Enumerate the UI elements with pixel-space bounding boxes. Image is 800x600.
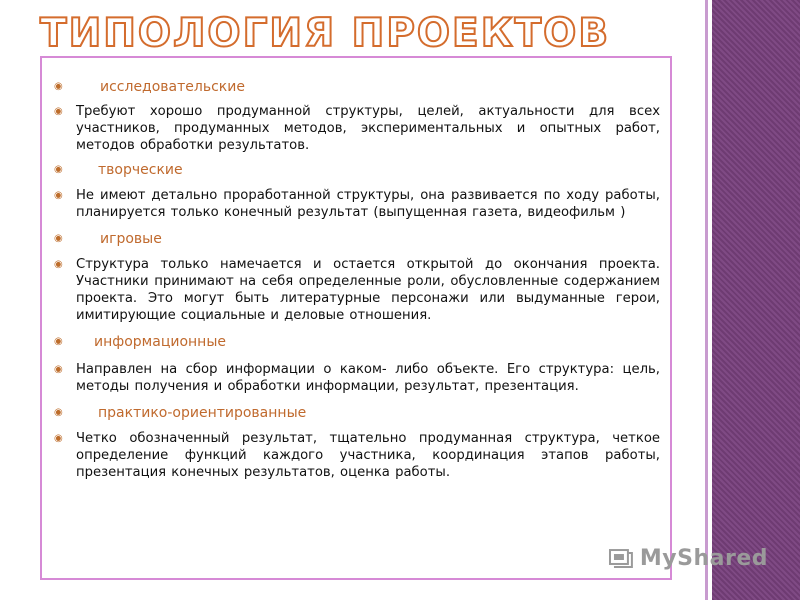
item-heading: практико-ориентированные [98,405,307,421]
side-accent-line [705,0,708,600]
list-item-heading [42,161,670,179]
watermark-text: MyShared [639,545,768,571]
myshared-logo-icon [608,545,634,571]
list-item-paragraph [42,103,670,154]
item-heading: информационные [94,334,226,350]
item-paragraph: Структура только намечается и остается открытой до окончания проекта. Участники принимают на себя определенные роли, обусловленные содержанием проекта. Это могут быть литературные персонажи или выдуманные герои, имитирующие социальные и деловые отношения. [76,257,660,323]
list-item-paragraph [42,187,670,221]
list-item-heading [42,404,670,422]
bullet-icon: ◉ [54,164,63,175]
bullet-icon: ◉ [54,233,63,244]
bullet-icon: ◉ [54,407,63,418]
bullet-icon: ◉ [54,190,63,201]
watermark-logo [608,538,768,578]
bullet-icon: ◉ [54,364,63,375]
bullet-icon: ◉ [54,106,63,117]
bullet-icon: ◉ [54,433,63,444]
list-item-paragraph [42,430,670,481]
list-item-heading [42,230,670,248]
side-decoration [712,0,800,600]
item-heading: исследовательские [100,79,245,95]
slide-title: ТИПОЛОГИЯ ПРОЕКТОВ [40,11,611,56]
item-heading: игровые [100,231,162,247]
list-item-heading [42,333,670,351]
item-heading: творческие [98,162,183,178]
item-paragraph: Направлен на сбор информации о каком- либо объекте. Его структура: цель, методы получения и обработки информации, результат, презентация. [76,362,660,394]
content-box [40,56,672,580]
bullet-list [42,78,670,481]
list-item-paragraph [42,256,670,324]
list-item-heading [42,78,670,96]
bullet-icon: ◉ [54,336,63,347]
item-paragraph: Четко обозначенный результат, тщательно продуманная структура, четкое определение функций каждого участника, координация этапов работы, презентация конечных результатов, оценка работы. [76,431,660,480]
bullet-icon: ◉ [54,259,63,270]
item-paragraph: Требуют хорошо продуманной структуры, целей, актуальности для всех участников, продуманных методов, экспериментальных и опытных работ, методов обработки результатов. [76,104,660,153]
item-paragraph: Не имеют детально проработанной структуры, она развивается по ходу работы, планируется только конечный результат (выпущенная газета, видеофильм ) [76,188,660,220]
bullet-icon: ◉ [54,81,63,92]
list-item-paragraph [42,361,670,395]
